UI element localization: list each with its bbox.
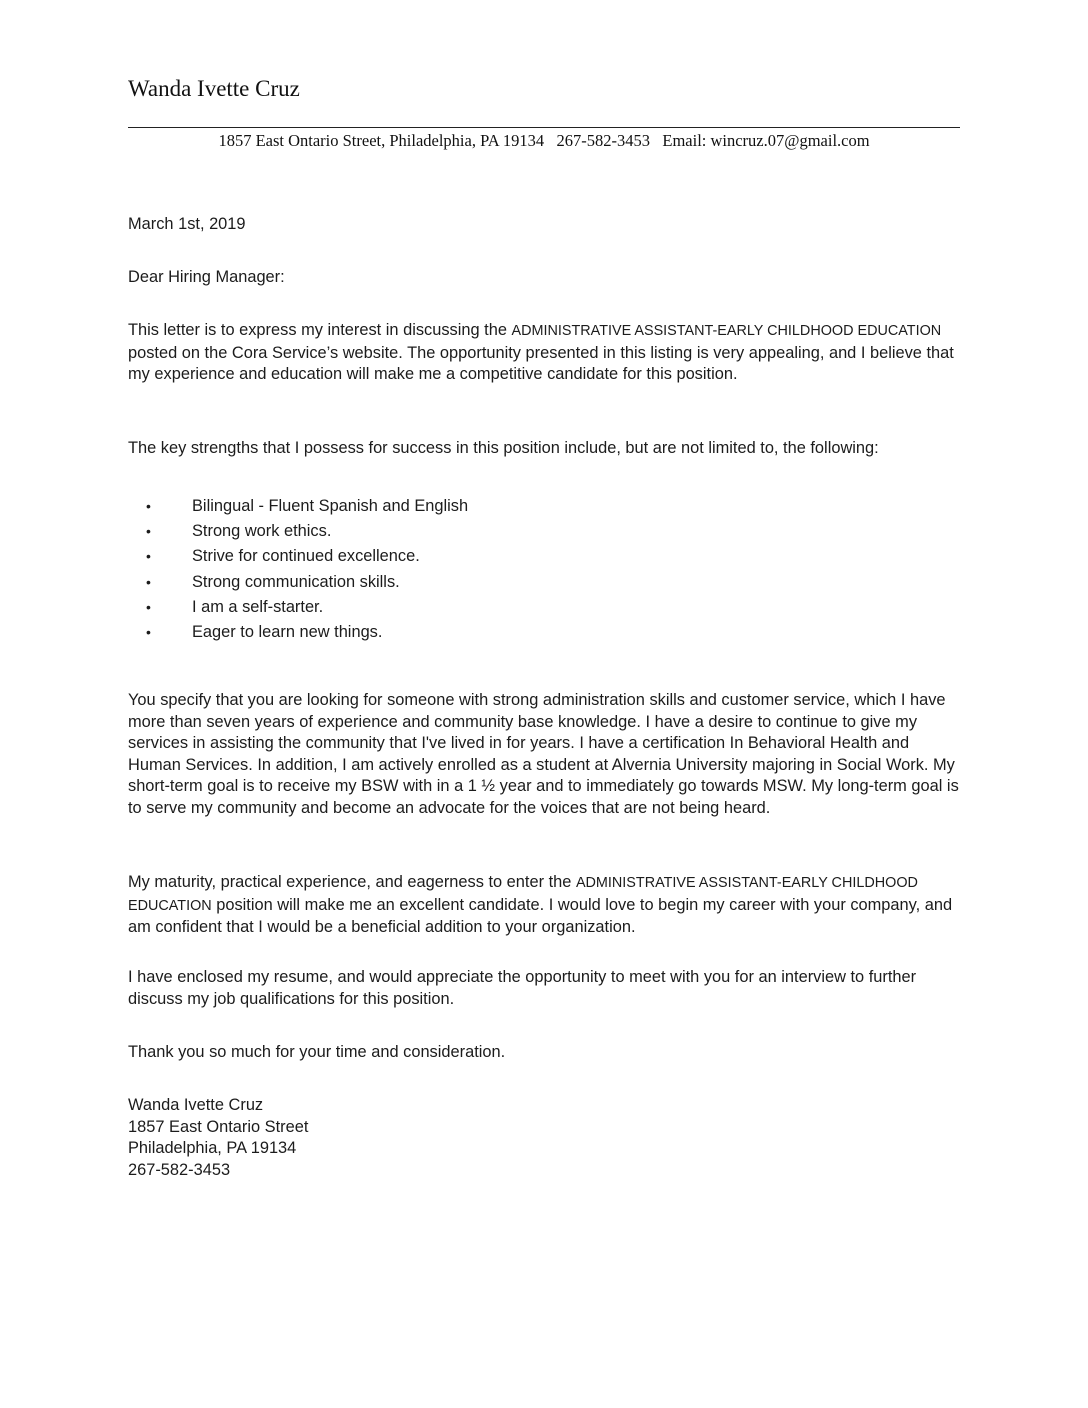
- paragraph-introduction-rest: posted on the Cora Service’s website. The opportunity presented in this listing is very appealing, and I believe that my experience and education will make me a competitive candidate for this position.: [128, 343, 954, 383]
- signature-name: Wanda Ivette Cruz: [128, 1096, 264, 1114]
- list-item: [128, 620, 468, 645]
- list-item: [128, 494, 468, 519]
- strength-text: Bilingual - Fluent Spanish and English: [192, 497, 469, 515]
- position-title: ADMINISTRATIVE ASSISTANT-EARLY CHILDHOOD EDUCATION: [128, 875, 918, 914]
- signature-street: 1857 East Ontario Street: [128, 1117, 309, 1136]
- strength-text: Strong communication skills.: [192, 572, 400, 591]
- list-item: [128, 544, 468, 569]
- bullet-icon: •: [146, 523, 151, 540]
- strength-text: I am a self-starter.: [192, 597, 324, 616]
- bullet-icon: •: [146, 573, 151, 590]
- paragraph-candidacy-lead: My maturity, practical experience, and eagerness to enter the: [128, 873, 576, 891]
- letterhead-divider: [128, 127, 960, 128]
- list-item: [128, 595, 468, 620]
- paragraph-enclosure: I have enclosed my resume, and would appreciate the opportunity to meet with you for an interview to further discuss my job qualifications for this position.: [128, 968, 917, 1008]
- list-item: [128, 570, 468, 595]
- strength-text: Strong work ethics.: [192, 522, 332, 541]
- paragraph-candidacy-rest: position will make me an excellent candidate. I would love to begin my career with your company, and am confident that I would be a beneficial addition to your organization.: [128, 895, 953, 936]
- bullet-icon: •: [146, 598, 151, 615]
- signature-phone: 267-582-3453: [128, 1161, 231, 1180]
- strength-text: Strive for continued excellence.: [192, 547, 420, 566]
- bullet-icon: •: [146, 498, 151, 514]
- signature-city-state-zip: Philadelphia, PA 19134: [128, 1139, 297, 1158]
- bullet-icon: •: [146, 548, 151, 565]
- paragraph-closing: Thank you so much for your time and consideration.: [128, 1043, 506, 1061]
- paragraph-experience: You specify that you are looking for someone with strong administration skills and customer service, which I have more than seven years of experience and community base knowledge. I have a desire to continue to give my services in assisting the community that I've lived in for years. I have a certification In Behavioral Health and Human Services. In addition, I am actively enrolled as a student at Alvernia University majoring in Social Work. My short-term goal is to receive my BSW with in a 1 ½ year and to immediately go towards MSW. My long-term goal is to serve my community and become an advocate for the voices that are not being heard.: [128, 691, 959, 817]
- paragraph-candidacy: [128, 872, 958, 939]
- letter-date: March 1st, 2019: [128, 215, 246, 233]
- strengths-list: [128, 494, 468, 645]
- letterhead-contact-line: 1857 East Ontario Street, Philadelphia, PA 19134 267-582-3453 Email: wincruz.07@gmail.com: [218, 131, 870, 150]
- position-title: ADMINISTRATIVE ASSISTANT-EARLY CHILDHOOD EDUCATION: [511, 323, 942, 339]
- paragraph-introduction-lead: This letter is to express my interest in discussing the: [128, 321, 512, 339]
- strength-text: Eager to learn new things.: [192, 623, 383, 642]
- letter-salutation: Dear Hiring Manager:: [128, 268, 285, 286]
- letterhead-name: Wanda Ivette Cruz: [128, 76, 300, 101]
- paragraph-introduction: [128, 320, 958, 386]
- bullet-icon: •: [146, 624, 151, 641]
- list-item: [128, 519, 468, 544]
- signature-block: [128, 1095, 308, 1182]
- paragraph-strengths-intro: The key strengths that I possess for success in this position include, but are not limited to, the following:: [128, 439, 879, 457]
